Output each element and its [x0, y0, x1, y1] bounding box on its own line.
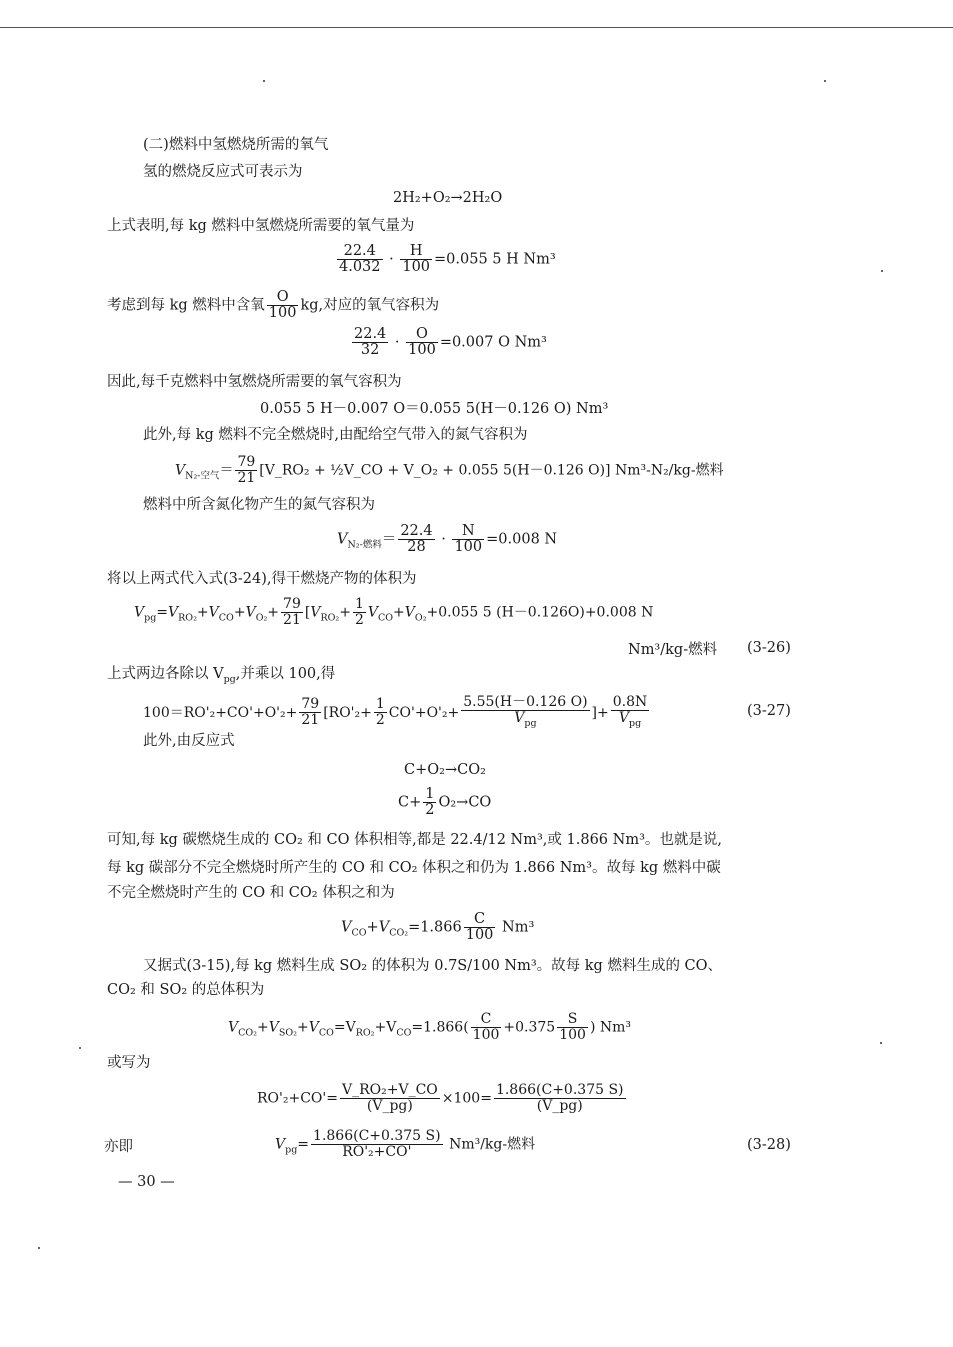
paragraph-oxygen: 考虑到每 kg 燃料中含氧 $\frac{O}{100}$ kg,对应的氧气容积为 [107, 289, 440, 321]
equation-11: $V_{pg}=$ $\frac{1.866(C+0.375 S)}{\text{RO'₂+CO'}}$ Nm³/kg-燃料 [275, 1128, 536, 1160]
scan-speck [263, 80, 265, 82]
paragraph: 此外,由反应式 [143, 733, 235, 749]
paragraph: 将以上两式代入式(3-24),得干燃烧产物的体积为 [107, 571, 417, 587]
paragraph-divide: 上式两边各除以 $V_{pg}$,并乘以 100,得 [107, 666, 336, 685]
equation-c-co2: C+O₂→CO₂ [404, 762, 486, 778]
paragraph: 又据式(3-15),每 kg 燃料生成 SO₂ 的体积为 0.7S/100 Nm³。故每 kg 燃料生成的 CO、 [143, 958, 723, 974]
equation-c-co: C+ $\frac{1}{2}$ O₂→CO [398, 786, 492, 818]
paragraph: 每 kg 碳部分不完全燃烧时所产生的 CO 和 CO₂ 体积之和仍为 1.866 Nm³。故每 kg 燃料中碳 [107, 860, 721, 876]
equation-number: (3-28) [747, 1137, 791, 1153]
equation-8: $V_{CO}+V_{CO_2}=1.866$ $\frac{C}{100}$ Nm³ [341, 911, 535, 943]
equation-4: $V_{N_2-空气}=$ $\frac{79}{21}$ [V_RO₂ + ½V_CO + V_O₂ + 0.055 5(H－0.126 O)] Nm³-N₂/kg-燃料 [175, 454, 724, 486]
paragraph: 可知,每 kg 碳燃烧生成的 CO₂ 和 CO 体积相等,都是 22.4/12 Nm³,或 1.866 Nm³。也就是说, [107, 832, 723, 848]
page-number: — 30 — [118, 1174, 175, 1190]
scan-speck [881, 270, 883, 272]
equation-5: $V_{N_2-燃料}=$ $\frac{22.4}{28}$ · $\frac{N}{100}$ =0.008 N [337, 523, 558, 555]
scan-speck [824, 80, 826, 82]
paragraph: 燃料中所含氮化物产生的氮气容积为 [143, 497, 375, 513]
scan-speck [38, 1247, 40, 1249]
paragraph: 亦即 [104, 1139, 133, 1155]
equation-2: $\frac{22.4}{32}$ · $\frac{O}{100}$ =0.007 O Nm³ [354, 326, 547, 358]
equation-9: $V_{CO_2}+V_{SO_2}+V_{CO}=V_{RO_2}+V_{CO}=1.866$( $\frac{C}{100}$ +0.375 $\frac{S}{100}$ ) Nm³ [228, 1011, 632, 1043]
scan-speck [79, 1047, 81, 1049]
equation-7: 100＝RO'₂+CO'+O'₂+ $\frac{79}{21}$ [RO'₂+ $\frac{1}{2}$ CO'+O'₂+ 5.55(H－0.126 O) $V_{pg}$ ]+ 0.8N $V_{pg}$ [143, 694, 648, 729]
equation-h2-combustion: 2H₂+O₂→2H₂O [393, 190, 503, 206]
equation-6: $V_{pg}=V_{RO_2}+V_{CO}+V_{O_2}+$ $\frac{79}{21}$ [$V_{RO_2}+$ $\frac{1}{2}$ $V_{CO}+V_{O_2}+0.055$ 5 (H－0.126O)+0.008 N [134, 596, 654, 628]
equation-6-unit: Nm³/kg-燃料 [628, 642, 718, 658]
paragraph: 因此,每千克燃料中氢燃烧所需要的氧气容积为 [107, 374, 402, 390]
paragraph: 此外,每 kg 燃料不完全燃烧时,由配给空气带入的氮气容积为 [143, 427, 528, 443]
top-rule [0, 27, 953, 28]
section-heading: (二)燃料中氢燃烧所需的氧气 [143, 137, 329, 153]
paragraph: CO₂ 和 SO₂ 的总体积为 [107, 982, 265, 998]
paragraph: 不完全燃烧时产生的 CO 和 CO₂ 体积之和为 [107, 885, 395, 901]
equation-1: $\frac{22.4}{4.032}$ · $\frac{H}{100}$ =0.055 5 H Nm³ [339, 243, 556, 275]
paragraph: 或写为 [107, 1055, 151, 1071]
paragraph: 氢的燃烧反应式可表示为 [143, 164, 303, 180]
scan-speck [880, 1042, 882, 1044]
equation-number: (3-27) [747, 703, 791, 719]
equation-10: RO'₂+CO'= $\frac{\text{V\_RO₂+V\_CO}}{(V\_pg)}$ ×100= $\frac{1.866(C+0.375 S)}{(V\_pg)}$ [257, 1082, 624, 1114]
paragraph: 上式表明,每 kg 燃料中氢燃烧所需要的氧气量为 [107, 218, 415, 234]
equation-3: 0.055 5 H－0.007 O＝0.055 5(H－0.126 O) Nm³ [260, 401, 609, 417]
equation-number: (3-26) [747, 640, 791, 656]
